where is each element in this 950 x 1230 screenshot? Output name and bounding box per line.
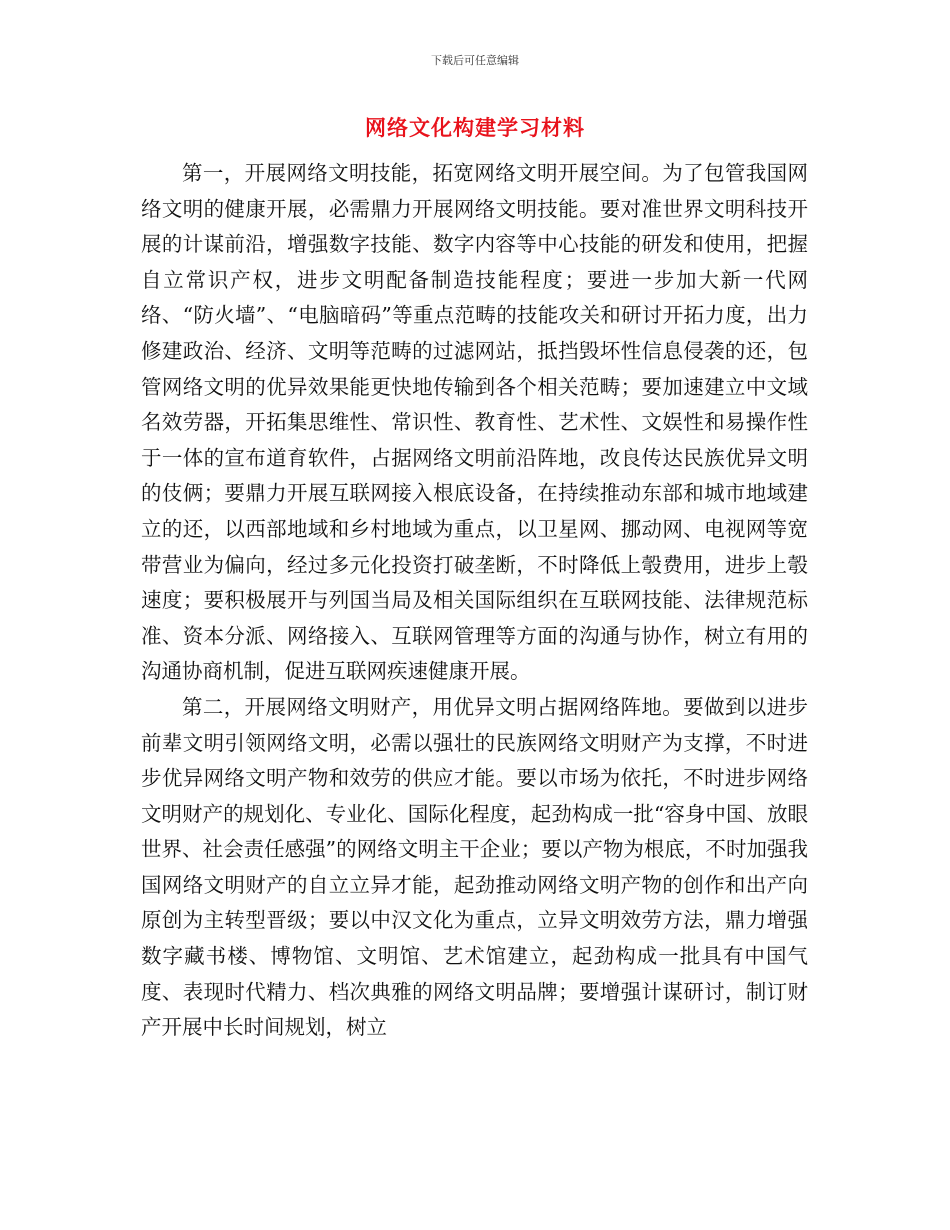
paragraph-2: 第二，开展网络文明财产，用优异文明占据网络阵地。要做到以进步前辈文明引领网络文明，必需以强壮的民族网络文明财产为支撑，不时进步优异网络文明产物和效劳的供应才能。要以市场为依托，不时进步网络文明财产的规划化、专业化、国际化程度，起劲构成一批“容身中国、放眼世界、社会责任感强”的网络文明主干企业；要以产物为根底，不时加强我国网络文明财产的自立立异才能，起劲推动网络文明产物的创作和出产向原创为主转型晋级；要以中汉文化为重点，立异文明效劳方法，鼎力增强数字藏书楼、博物馆、文明馆、艺术馆建立，起劲构成一批具有中国气度、表现时代精力、档次典雅的网络文明品牌；要增强计谋研讨，制订财产开展中长时间规划，树立 [141, 694, 808, 1040]
paragraph-1: 第一，开展网络文明技能，拓宽网络文明开展空间。为了包管我国网络文明的健康开展，必需鼎力开展网络文明技能。要对准世界文明科技开展的计谋前沿，增强数字技能、数字内容等中心技能的研发和使用，把握自立常识产权，进步文明配备制造技能程度；要进一步加大新一代网络、“防火墙”、“电脑暗码”等重点范畴的技能攻关和研讨开拓力度，出力修建政治、经济、文明等范畴的过滤网站，抵挡毁坏性信息侵袭的还，包管网络文明的优异效果能更快地传输到各个相关范畴；要加速建立中文域名效劳器，开拓集思维性、常识性、教育性、艺术性、文娱性和易操作性于一体的宣布道育软件，占据网络文明前沿阵地，改良传达民族优异文明的伎俩；要鼎力开展互联网接入根底设备，在持续推动东部和城市地域建立的还，以西部地域和乡村地域为重点，以卫星网、挪动网、电视网等宽带营业为偏向，经过多元化投资打破垄断，不时降低上彀费用，进步上彀速度；要积极展开与列国当局及相关国际组织在互联网技能、法律规范标准、资本分派、网络接入、互联网管理等方面的沟通与协作，树立有用的沟通协商机制，促进互联网疾速健康开展。 [141, 161, 808, 684]
document-title: 网络文化构建学习材料 [365, 115, 585, 140]
header-note: 下载后可任意编辑 [431, 54, 519, 67]
document-body [141, 156, 808, 1046]
